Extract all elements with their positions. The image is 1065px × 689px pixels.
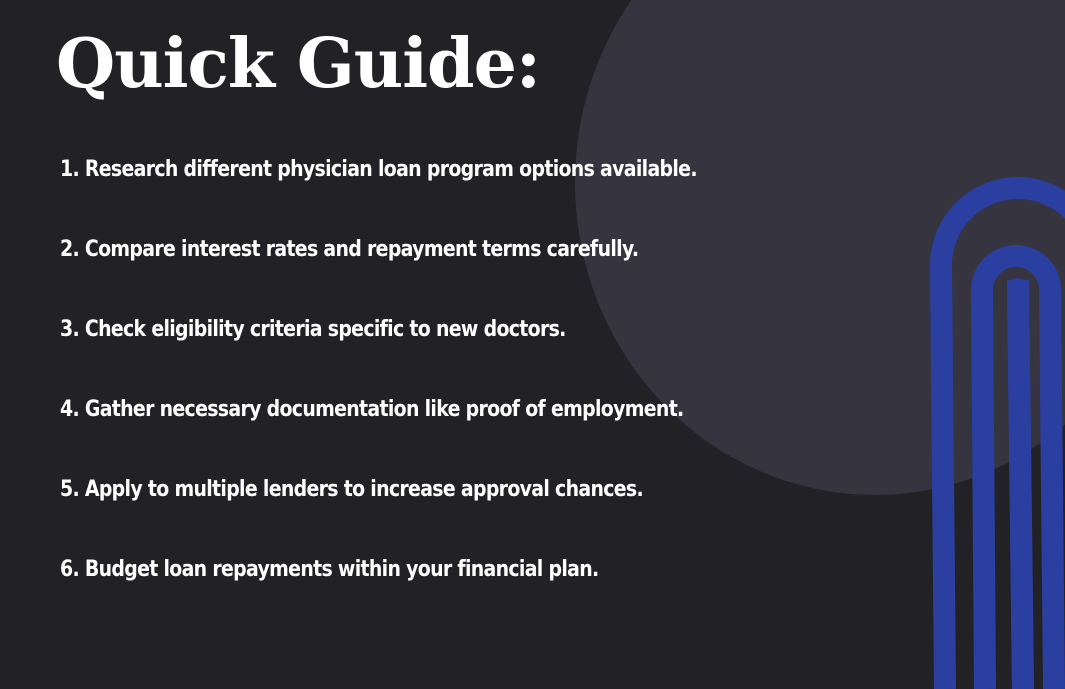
step-item-4: 4. Gather necessary documentation like proof of employment. (60, 397, 684, 422)
step-item-1: 1. Research different physician loan program options available. (60, 157, 697, 182)
step-item-3: 3. Check eligibility criteria specific to new doctors. (60, 317, 566, 342)
page-title: Quick Guide: (56, 24, 540, 104)
steps-list (60, 150, 801, 630)
inner-arch-cap (1007, 278, 1034, 689)
step-item-5: 5. Apply to multiple lenders to increase approval chances. (60, 477, 643, 502)
step-item-2: 2. Compare interest rates and repayment terms carefully. (60, 237, 639, 262)
step-item-6: 6. Budget loan repayments within your financial plan. (60, 557, 599, 582)
